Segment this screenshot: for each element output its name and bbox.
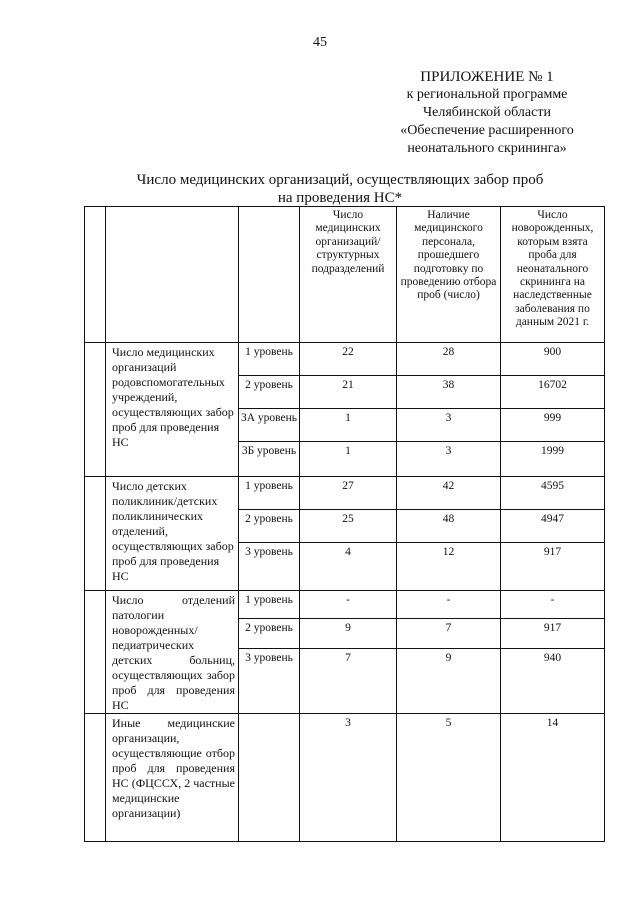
orgs-cell: 22 (300, 343, 397, 376)
staff-cell: 28 (397, 343, 501, 376)
orgs-cell: 21 (300, 376, 397, 409)
page-number: 45 (313, 35, 327, 50)
table-row (85, 714, 605, 842)
staff-cell: 5 (397, 714, 501, 842)
appendix-title: ПРИЛОЖЕНИЕ № 1 (420, 69, 554, 85)
level-cell (239, 714, 300, 842)
newborns-cell: 14 (501, 714, 605, 842)
appendix-line: Челябинской области (423, 105, 551, 120)
header-cell-level (239, 207, 300, 343)
staff-cell: 38 (397, 376, 501, 409)
newborns-cell: 999 (501, 409, 605, 442)
header-cell-index (85, 207, 106, 343)
staff-cell: 9 (397, 649, 501, 714)
table-header-row (85, 207, 605, 343)
staff-cell: 3 (397, 442, 501, 477)
staff-cell: 12 (397, 543, 501, 591)
staff-cell: 48 (397, 510, 501, 543)
category-cell: Число медицинских организаций родовспомогательных учреждений, осуществляющих забор проб для проведения НС (106, 343, 239, 477)
level-cell: 1 уровень (239, 343, 300, 376)
header-cell-staff: Наличие медицинского персонала, прошедшего подготовку по проведению отбора проб (число) (397, 207, 501, 343)
appendix-line: неонатального скрининга» (407, 141, 567, 156)
index-cell (85, 714, 106, 842)
level-cell: 2 уровень (239, 510, 300, 543)
staff-cell: 3 (397, 409, 501, 442)
level-cell: 3А уровень (239, 409, 300, 442)
staff-cell: - (397, 591, 501, 619)
level-cell: 3 уровень (239, 649, 300, 714)
level-cell: 1 уровень (239, 477, 300, 510)
table-row (85, 477, 605, 510)
level-cell: 3 уровень (239, 543, 300, 591)
appendix-line: «Обеспечение расширенного (400, 123, 574, 138)
document-title-line: Число медицинских организаций, осуществляющих забор проб (136, 172, 544, 188)
staff-cell: 42 (397, 477, 501, 510)
document-title-line: на проведения НС* (277, 190, 403, 206)
appendix-line: к региональной программе (406, 87, 568, 102)
index-cell (85, 477, 106, 591)
newborns-cell: 16702 (501, 376, 605, 409)
table-row (85, 343, 605, 376)
appendix-block (372, 68, 602, 158)
index-cell (85, 591, 106, 714)
orgs-cell: - (300, 591, 397, 619)
header-cell-category (106, 207, 239, 343)
screening-table (84, 206, 605, 842)
orgs-cell: 1 (300, 442, 397, 477)
newborns-cell: 940 (501, 649, 605, 714)
header-cell-newborns: Число новорожденных, которым взята проба для неонатального скрининга на наследственные заболевания по данным 2021 г. (501, 207, 605, 343)
newborns-cell: 917 (501, 619, 605, 649)
document-title (60, 171, 620, 207)
level-cell: 3Б уровень (239, 442, 300, 477)
orgs-cell: 4 (300, 543, 397, 591)
orgs-cell: 27 (300, 477, 397, 510)
level-cell: 2 уровень (239, 376, 300, 409)
orgs-cell: 3 (300, 714, 397, 842)
level-cell: 1 уровень (239, 591, 300, 619)
header-cell-orgs: Число медицинских организаций/ структурных подразделений (300, 207, 397, 343)
orgs-cell: 9 (300, 619, 397, 649)
staff-cell: 7 (397, 619, 501, 649)
newborns-cell: 4595 (501, 477, 605, 510)
newborns-cell: 4947 (501, 510, 605, 543)
category-cell: Иные медицинские организации, осуществляющие отбор проб для проведения НС (ФЦССХ, 2 частные медицинские организации) (106, 714, 239, 842)
index-cell (85, 343, 106, 477)
category-cell: Число детских поликлиник/детских поликлинических отделений, осуществляющих забор проб для проведения НС (106, 477, 239, 591)
newborns-cell: 917 (501, 543, 605, 591)
newborns-cell: 1999 (501, 442, 605, 477)
orgs-cell: 7 (300, 649, 397, 714)
newborns-cell: 900 (501, 343, 605, 376)
category-cell: Число отделений патологии новорожденных/педиатрических детских больниц, осуществляющих забор проб для проведения НС (106, 591, 239, 714)
orgs-cell: 25 (300, 510, 397, 543)
newborns-cell: - (501, 591, 605, 619)
orgs-cell: 1 (300, 409, 397, 442)
table-row (85, 591, 605, 619)
level-cell: 2 уровень (239, 619, 300, 649)
